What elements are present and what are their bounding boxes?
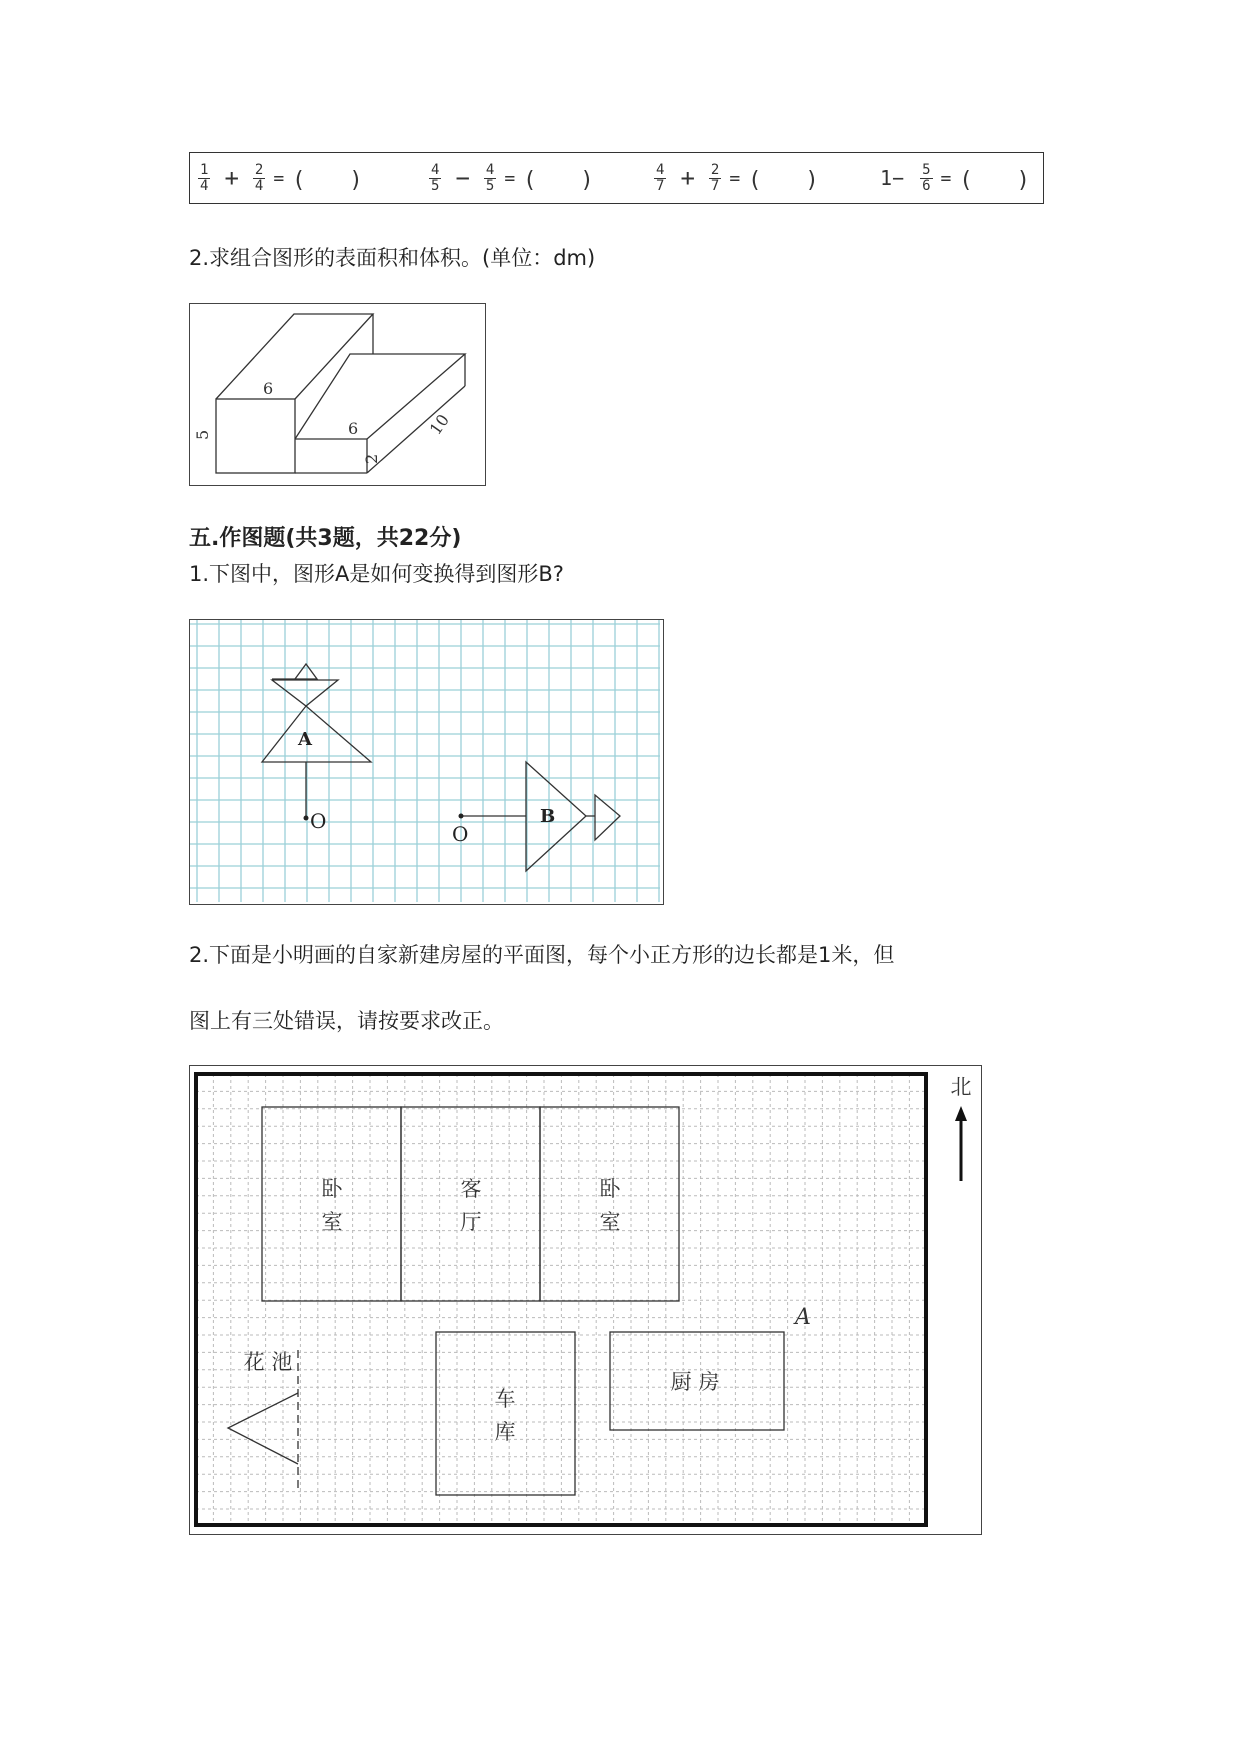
denominator: 5 — [485, 177, 495, 194]
north-label: 北 — [950, 1075, 972, 1099]
fraction — [429, 163, 441, 194]
transformation-grid — [189, 619, 664, 905]
top-length-label: 6 — [263, 379, 274, 398]
floor-plan — [189, 1065, 982, 1535]
step-length-label: 6 — [348, 419, 359, 438]
equals-sign: = — [729, 167, 741, 189]
garage-line1: 车 — [494, 1387, 516, 1411]
living-line2: 厅 — [460, 1210, 482, 1234]
equals-sign: = — [504, 167, 516, 189]
section5-question-1: 1.下图中，图形A是如何变换得到图形B? — [189, 562, 564, 586]
operator: + — [680, 164, 695, 192]
numerator: 2 — [254, 161, 264, 178]
transformation-grid-svg — [190, 620, 663, 904]
numerator: 5 — [922, 161, 931, 178]
equals-sign: = — [273, 167, 285, 189]
answer-blank[interactable]: ( ) — [292, 167, 363, 193]
question-2-text: 2.求组合图形的表面积和体积。(单位：dm) — [189, 246, 596, 270]
denominator: 5 — [431, 177, 440, 194]
answer-blank[interactable]: ( ) — [523, 167, 594, 193]
bedroom2-line2: 室 — [599, 1210, 621, 1234]
fraction — [253, 163, 265, 194]
section5-question-2-line1: 2.下面是小明画的自家新建房屋的平面图，每个小正方形的边长都是1米，但 — [189, 943, 895, 967]
bedroom1-line2: 室 — [321, 1210, 343, 1234]
step-height-label: 2 — [362, 453, 381, 464]
fraction — [709, 163, 721, 194]
pond-label: 花 池 — [243, 1350, 293, 1374]
fraction — [920, 163, 932, 194]
denominator: 7 — [710, 177, 720, 194]
origin-label-b: O — [452, 822, 469, 846]
answer-blank[interactable]: ( ) — [748, 167, 819, 193]
numerator: 4 — [656, 161, 665, 178]
denominator: 4 — [254, 177, 264, 194]
operator: + — [224, 164, 239, 192]
section5-question-2-line2: 图上有三处错误，请按要求改正。 — [189, 1009, 504, 1033]
denominator: 4 — [200, 177, 209, 194]
origin-label-a: O — [310, 809, 327, 833]
height-label: 5 — [193, 429, 212, 440]
depth-label: 10 — [425, 410, 453, 439]
figure-b-label: B — [540, 806, 556, 827]
section-heading: 五.作图题(共3题，共22分) — [189, 526, 462, 551]
point-a-label: A — [795, 1305, 811, 1330]
fraction-equations-box — [189, 152, 1044, 204]
fraction — [484, 163, 496, 194]
denominator: 6 — [922, 177, 931, 194]
equation-3 — [650, 153, 819, 203]
answer-blank[interactable]: ( ) — [959, 167, 1030, 193]
figure-a-label: A — [298, 729, 312, 750]
fraction — [198, 163, 210, 194]
numerator: 4 — [485, 161, 495, 178]
equals-sign: = — [940, 167, 952, 189]
equation-4 — [880, 153, 1030, 203]
living-line1: 客 — [460, 1177, 482, 1201]
operator: − — [455, 164, 470, 192]
solid-figure-svg — [190, 304, 485, 485]
denominator: 7 — [656, 177, 665, 194]
solid-figure — [189, 303, 486, 486]
numerator: 4 — [431, 161, 440, 178]
bedroom2-line1: 卧 — [599, 1177, 621, 1201]
garage-line2: 库 — [494, 1420, 516, 1444]
equation-1 — [194, 153, 363, 203]
kitchen-label: 厨 房 — [670, 1370, 720, 1394]
numerator: 1 — [200, 161, 209, 178]
bedroom1-line1: 卧 — [321, 1177, 343, 1201]
floor-plan-svg — [190, 1066, 981, 1534]
equation-2 — [425, 153, 594, 203]
numerator: 2 — [710, 161, 720, 178]
whole-minus: 1− — [880, 166, 905, 190]
fraction — [654, 163, 666, 194]
